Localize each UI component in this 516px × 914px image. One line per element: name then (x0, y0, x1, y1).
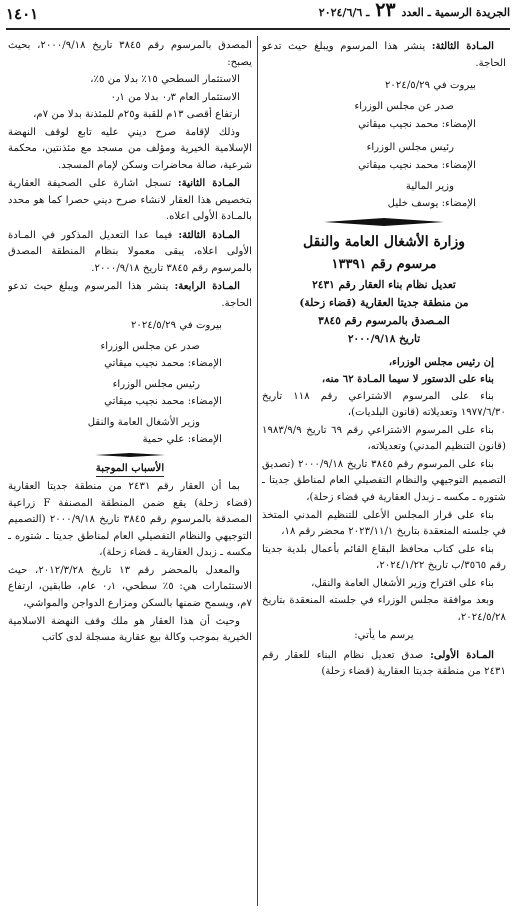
article-2-text: تسجل اشارة على الصحيفة العقارية بتخصيص هذا العقار لانشاء صرح ديني حصرا كما هو محدد بالمـادة الأولى اعلاه. (8, 178, 252, 223)
signature-pm: الإمضاء: محمد نجيب ميقاتي (358, 160, 476, 172)
reasons-paragraph-1: بما أن العقار رقم ٢٤٣١ من منطقة جديتا العقارية (قضاء زحلة) يقع ضمن المنطقة المصنفة F زراعية المصدقة بالمرسوم رقم ٣٨٤٥ تاريخ ٢٠٠٠/٩/١٨ (التصميم التوجيهي والنظام التفصيلي العام لمناطق جديتا ـ شتوره ـ مكسه ـ زبدل العقارية ـ قضاء زحلة)، (8, 481, 252, 559)
article-3-label-left: المـادة الثالثة: (178, 228, 240, 241)
article-3-label: المـادة الثالثة: (431, 40, 494, 52)
max-height: ارتفاع أقصى ١٣م للقبة و٢٥م للمئذنة بدلا من ٧م، (33, 109, 240, 121)
place-date-left: بيروت في ٢٠٢٤/٥/٢٩ (130, 320, 222, 332)
page-header (6, 0, 510, 30)
article-3-paragraph (262, 38, 506, 72)
justifying-reasons-title (8, 460, 252, 478)
basis-paragraph-4: بناء على قرار المجلس الأعلى للتنظيم المدني المتخذ في جلسته المنعقدة بتاريخ ٢٠٢٣/١١/١ محضر رقم ١٨، (262, 509, 506, 538)
signature-public-works: الإمضاء: علي حمية (142, 434, 222, 446)
signature-finance: الإمضاء: يوسف خليل (387, 198, 476, 210)
place-date: بيروت في ٢٠٢٤/٥/٢٩ (384, 80, 476, 92)
article-4-text: ينشر هذا المرسوم ويبلغ حيث تدعو الحاجة. (8, 281, 252, 309)
basis-paragraph-1: بناء على المرسوم الاشتراعي رقم ١١٨ تاريخ ١٩٧٧/٦/٣٠ وتعديلاته (قانون البلديات)، (262, 390, 506, 419)
issued-by-left: صدر عن مجلس الوزراء (100, 340, 200, 352)
article-1-text: صدق تعديل نظام البناء للعقار رقم ٢٤٣١ من منطقة جديتا العقارية (قضاء زحلة) (262, 649, 506, 678)
surface-investment: الاستثمار السطحي ١٥٪ بدلا من ٥٪، (90, 74, 240, 86)
finance-minister-title: وزير المالية (405, 180, 454, 192)
continuation-line: المصدق بالمرسوم رقم ٣٨٤٥ تاريخ ٢٠٠٠/٩/١٨، بحيث يصبح: (8, 40, 252, 68)
ornament-icon (324, 217, 444, 227)
reasons-paragraph-2: والمعدل بالمحضر رقم ١٣ تاريخ ٢٠١٢/٣/٢٨، حيث الاستثمارات هي: ٥٪ سطحي، ٠٫١ عام، طابقين، ارتفاع ٧م، ويسمح ضمنها بالسكن ومزارع الدواجن والمواشي، (8, 564, 252, 609)
purpose-paragraph: وذلك لإقامة صرح ديني عليه تابع لوقف النهضة الإسلامية الخيرية ومؤلف من مسجد مع مئذنتين، محكمة شرعية، صالة محاضرات وسكن لإمام المسجد. (8, 126, 252, 171)
justifying-reasons-label: الأسباب الموجبة (96, 460, 164, 478)
issue-date: ـ ٢٠٢٤/٦/٦ (318, 6, 370, 20)
basis-paragraph-5: بناء على كتاب محافظ البقاع القائم بأعمال بلدية جديتا رقم ٣٥٦٥/ب تاريخ ٢٠٢٤/١/٢٢، (262, 543, 506, 572)
article-3-paragraph-left (8, 227, 252, 278)
separator-ornament (262, 217, 506, 227)
article-4-label: المـادة الرابعة: (174, 280, 240, 293)
article-2-paragraph (8, 175, 252, 226)
decree-subject-line-4: تاريخ ٢٠٠٠/٩/١٨ (347, 332, 421, 345)
page-number: ١٤٠١ (6, 4, 39, 23)
article-3-text: ينشر هذا المرسوم ويبلغ حيث تدعو الحاجة. (262, 41, 506, 69)
decree-number: مرسوم رقم ١٣٣٩١ (331, 257, 437, 273)
left-column (8, 38, 252, 908)
decrees-line: يرسم ما يأتي: (354, 630, 414, 642)
article-1-label: المـادة الأولى: (430, 648, 494, 661)
right-column (262, 38, 506, 908)
public-works-minister-title: وزير الأشغال العامة والنقل (87, 416, 200, 428)
pm-title-left: رئيس مجلس الوزراء (112, 378, 200, 390)
ministry-title: وزارة الأشغال العامة والنقل (303, 233, 465, 250)
decree-subject-line-3: المـصدق بالمرسوم رقم ٣٨٤٥ (318, 314, 450, 327)
decree-subject-line-1: تعديل نظام بناء العقار رقم ٢٤٣١ (312, 279, 456, 292)
basis-paragraph-2: بناء على المرسوم الاشتراعي رقم ٦٩ تاريخ ١٩٨٣/٩/٩ (قانون التنظيم المدني) وتعديلاته، (262, 424, 506, 453)
decree-subject-line-2: من منطقة جديتا العقارية (قضاء زحلة) (299, 297, 469, 310)
general-investment: الاستثمار العام ٠٫٣ بدلا من ٠٫١ (110, 91, 240, 103)
journal-header-title (319, 0, 510, 26)
reasons-paragraph-3: وحيث أن هذا العقار هو ملك وقف النهضة الاسلامية الخيرية بموجب وكالة بيع عقارية مسجلة لدى كاتب (8, 615, 252, 644)
pm-title: رئيس مجلس الوزراء (366, 141, 454, 153)
article-2-label: المـادة الثانية: (177, 177, 240, 190)
article-3-text-left: فيما عدا التعديل المذكور في المـادة الأولى اعلاه، يبقى معمولا بنظام المنطقة المصدق بالمرسوم رقم ٣٨٤٥ تاريخ ٢٠٠٠/٩/١٨. (8, 229, 252, 274)
basis-paragraph-6: بناء على اقتراح وزير الأشغال العامة والنقل، (311, 577, 494, 589)
signature-president: الإمضاء: محمد نجيب ميقاتي (358, 119, 476, 131)
journal-name: الجريدة الرسمية ـ العدد (401, 6, 510, 20)
short-rule-icon (95, 452, 165, 458)
article-4-paragraph (8, 278, 252, 312)
basis-paragraph-3: بناء على المرسوم رقم ٣٨٤٥ تاريخ ٢٠٠٠/٩/١٨ (تصديق التصميم التوجيهي والنظام التفصيلي العام لمناطق جديتا ـ شتوره ـ مكسه ـ زبدل العقارية في قضاء زحلة)، (262, 458, 506, 503)
basis-paragraph-7: وبعد موافقة مجلس الوزراء في جلسته المنعقدة بتاريخ ٢٠٢٤/٥/٢٨، (262, 595, 506, 623)
signature-pm-left: الإمضاء: محمد نجيب ميقاتي (104, 396, 222, 408)
article-1-paragraph (262, 647, 506, 681)
short-separator (8, 452, 252, 458)
issued-by: صدر عن مجلس الوزراء (354, 100, 454, 112)
signature-president-left: الإمضاء: محمد نجيب ميقاتي (104, 358, 222, 370)
column-divider (257, 36, 258, 906)
preamble-president: إن رئيس مجلس الوزراء، (388, 355, 494, 368)
issue-number: ٢٣ (375, 0, 396, 22)
preamble-constitution: بناء على الدستور لا سيما المـادة ٦٢ منه، (321, 373, 494, 386)
